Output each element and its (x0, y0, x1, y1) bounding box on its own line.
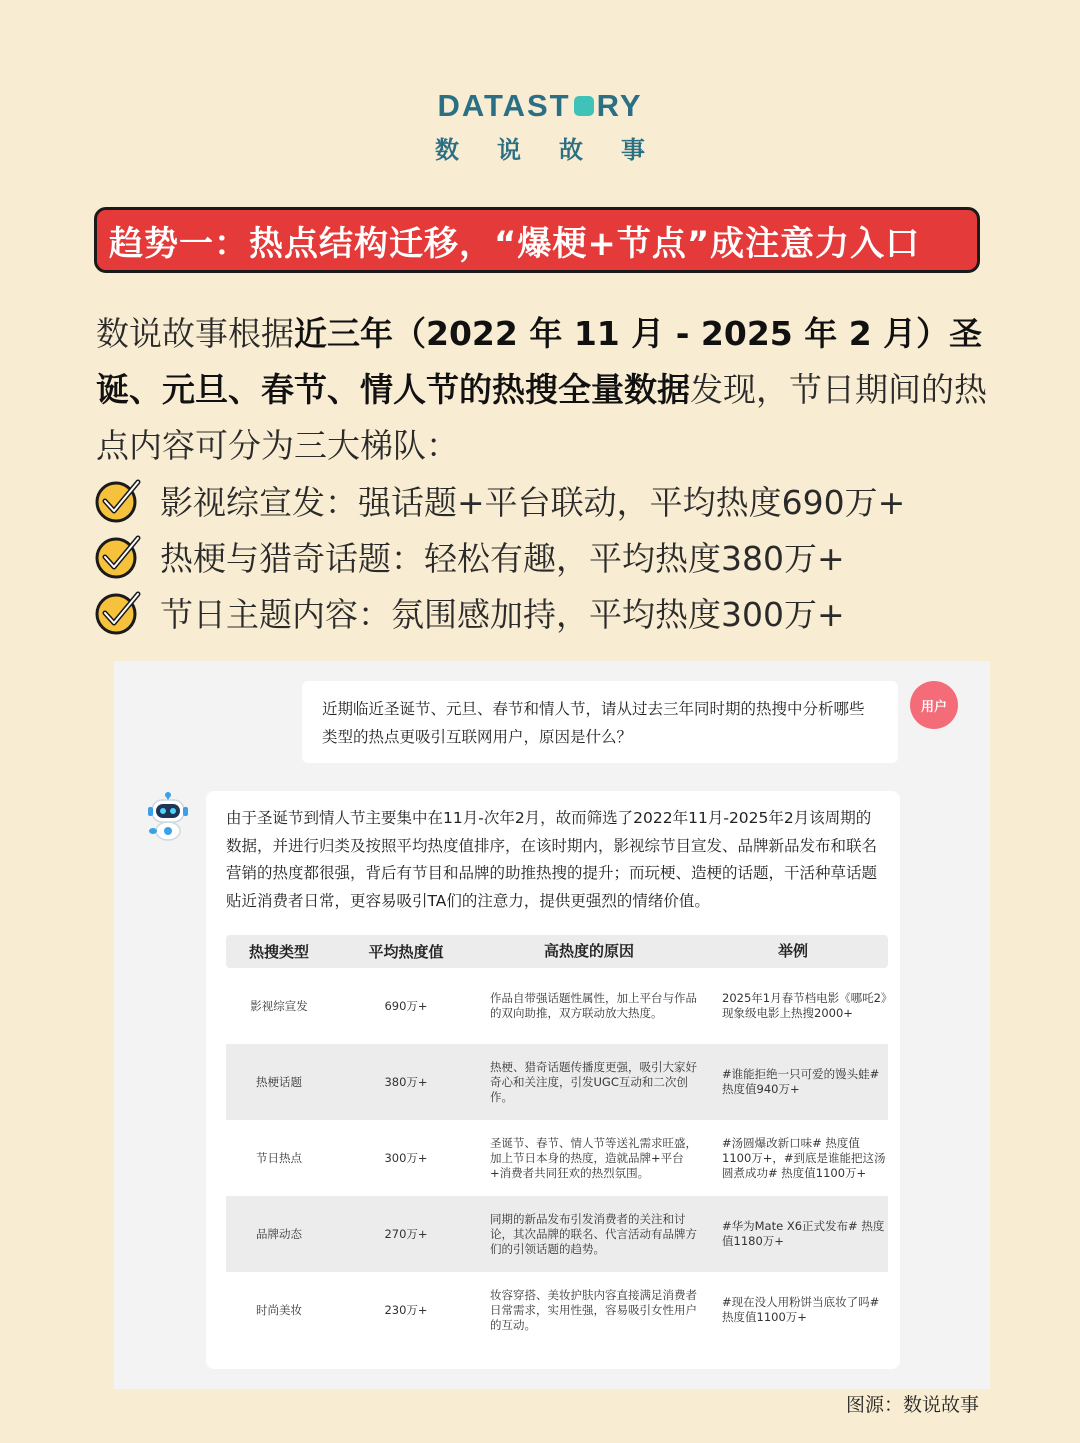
cell-type: 时尚美妆 (256, 1303, 302, 1317)
cell-reason: 同期的新品发布引发消费者的关注和讨论，其次品牌的联名、代言活动有品牌方们的引领话题的趋势。 (490, 1211, 697, 1256)
table-header (226, 935, 888, 968)
cell-type: 影视综宣发 (250, 999, 308, 1013)
table-row (226, 1196, 888, 1272)
brand-logo (0, 88, 1080, 165)
cell-reason: 作品自带强话题性属性，加上平台与作品的双向助推，双方联动放大热度。 (490, 991, 697, 1020)
check-text: 影视综宣发：强话题+平台联动，平均热度690万+ (160, 482, 906, 522)
robot-avatar-icon (142, 789, 194, 841)
cell-example: #汤圆爆改新口味# 热度值1100万+，#到底是谁能把这汤圆煮成功# 热度值1100万+ (722, 1135, 886, 1180)
trend-banner: 趋势一：热点结构迁移，“爆梗+节点”成注意力入口 (94, 207, 980, 273)
cell-example: #谁能拒绝一只可爱的馒头蛙# 热度值940万+ (722, 1067, 880, 1096)
header-reason: 高热度的原因 (543, 942, 634, 960)
table-row (226, 1120, 888, 1196)
intro-paragraph (96, 306, 996, 474)
cell-reason: 热梗、猎奇话题传播度更强，吸引大家好奇心和关注度，引发UGC互动和二次创作。 (490, 1059, 697, 1104)
header-type: 热搜类型 (248, 943, 309, 961)
checkmark-icon (92, 532, 144, 580)
cell-reason: 圣诞节、春节、情人节等送礼需求旺盛，加上节日本身的热度，造就品牌+平台+消费者共同狂欢的热烈氛围。 (490, 1135, 697, 1180)
cell-avg-heat: 230万+ (384, 1303, 428, 1317)
cell-example: #现在没人用粉饼当底妆了吗#热度值1100万+ (722, 1295, 880, 1324)
chat-panel (114, 661, 990, 1389)
intro-bold: 近三年（2022 年 11 月 - 2025 年 2 月）圣诞、元旦、春节、情人节的热搜全量数据 (96, 314, 983, 409)
logo-chinese: 数说故事 (435, 136, 683, 164)
cell-avg-heat: 690万+ (384, 999, 428, 1013)
cell-avg-heat: 270万+ (384, 1227, 428, 1241)
cell-type: 热梗话题 (256, 1075, 302, 1089)
hot-search-table (226, 935, 888, 1348)
user-message-bubble: 近期临近圣诞节、元旦、春节和情人节，请从过去三年同时期的热搜中分析哪些类型的热点更吸引互联网用户，原因是什么？ (302, 681, 898, 763)
table-row (226, 1272, 888, 1348)
checkmark-icon (92, 588, 144, 636)
cell-avg-heat: 380万+ (384, 1075, 428, 1089)
image-source-caption: 图源：数说故事 (846, 1394, 980, 1416)
cell-type: 节日热点 (256, 1151, 302, 1165)
check-item (92, 528, 905, 584)
intro-text-1: 数说故事根据 (96, 314, 294, 353)
cell-avg-heat: 300万+ (384, 1151, 428, 1165)
user-avatar: 用户 (910, 681, 958, 729)
cell-type: 品牌动态 (256, 1227, 302, 1241)
cell-example: #华为Mate X6正式发布# 热度值1180万+ (722, 1219, 885, 1248)
logo-wordmark: DATAST RY (437, 88, 643, 123)
check-text: 节日主题内容：氛围感加持，平均热度300万+ (160, 594, 845, 634)
header-example: 举例 (777, 942, 808, 960)
table-row (226, 968, 888, 1044)
intro-text-2: 发现，节日期间的热点内容可分为三大梯队： (96, 370, 987, 465)
table-row (226, 1044, 888, 1120)
checkmark-icon (92, 476, 144, 524)
check-text: 热梗与猎奇话题：轻松有趣，平均热度380万+ (160, 538, 845, 578)
bot-message-bubble (206, 791, 900, 1369)
bot-answer-text: 由于圣诞节到情人节主要集中在11月-次年2月，故而筛选了2022年11月-2025年2月该周期的数据，并进行归类及按照平均热度值排序，在该时期内，影视综节目宣发、品牌新品发布和联名营销的热度都很强，背后有节目和品牌的助推热搜的提升；而玩梗、造梗的话题，干活种草话题贴近消费者日常，更容易吸引TA们的注意力，提供更强烈的情绪价值。 (226, 809, 878, 910)
check-list (92, 472, 905, 640)
check-item (92, 584, 905, 640)
cell-reason: 妆容穿搭、美妆护肤内容直接满足消费者日常需求，实用性强，容易吸引女性用户的互动。 (490, 1287, 697, 1332)
check-item (92, 472, 905, 528)
logo-square-icon (574, 96, 594, 116)
cell-example: 2025年1月春节档电影《哪吒2》现象级电影上热搜2000+ (722, 991, 887, 1020)
header-avg-heat: 平均热度值 (368, 943, 444, 961)
